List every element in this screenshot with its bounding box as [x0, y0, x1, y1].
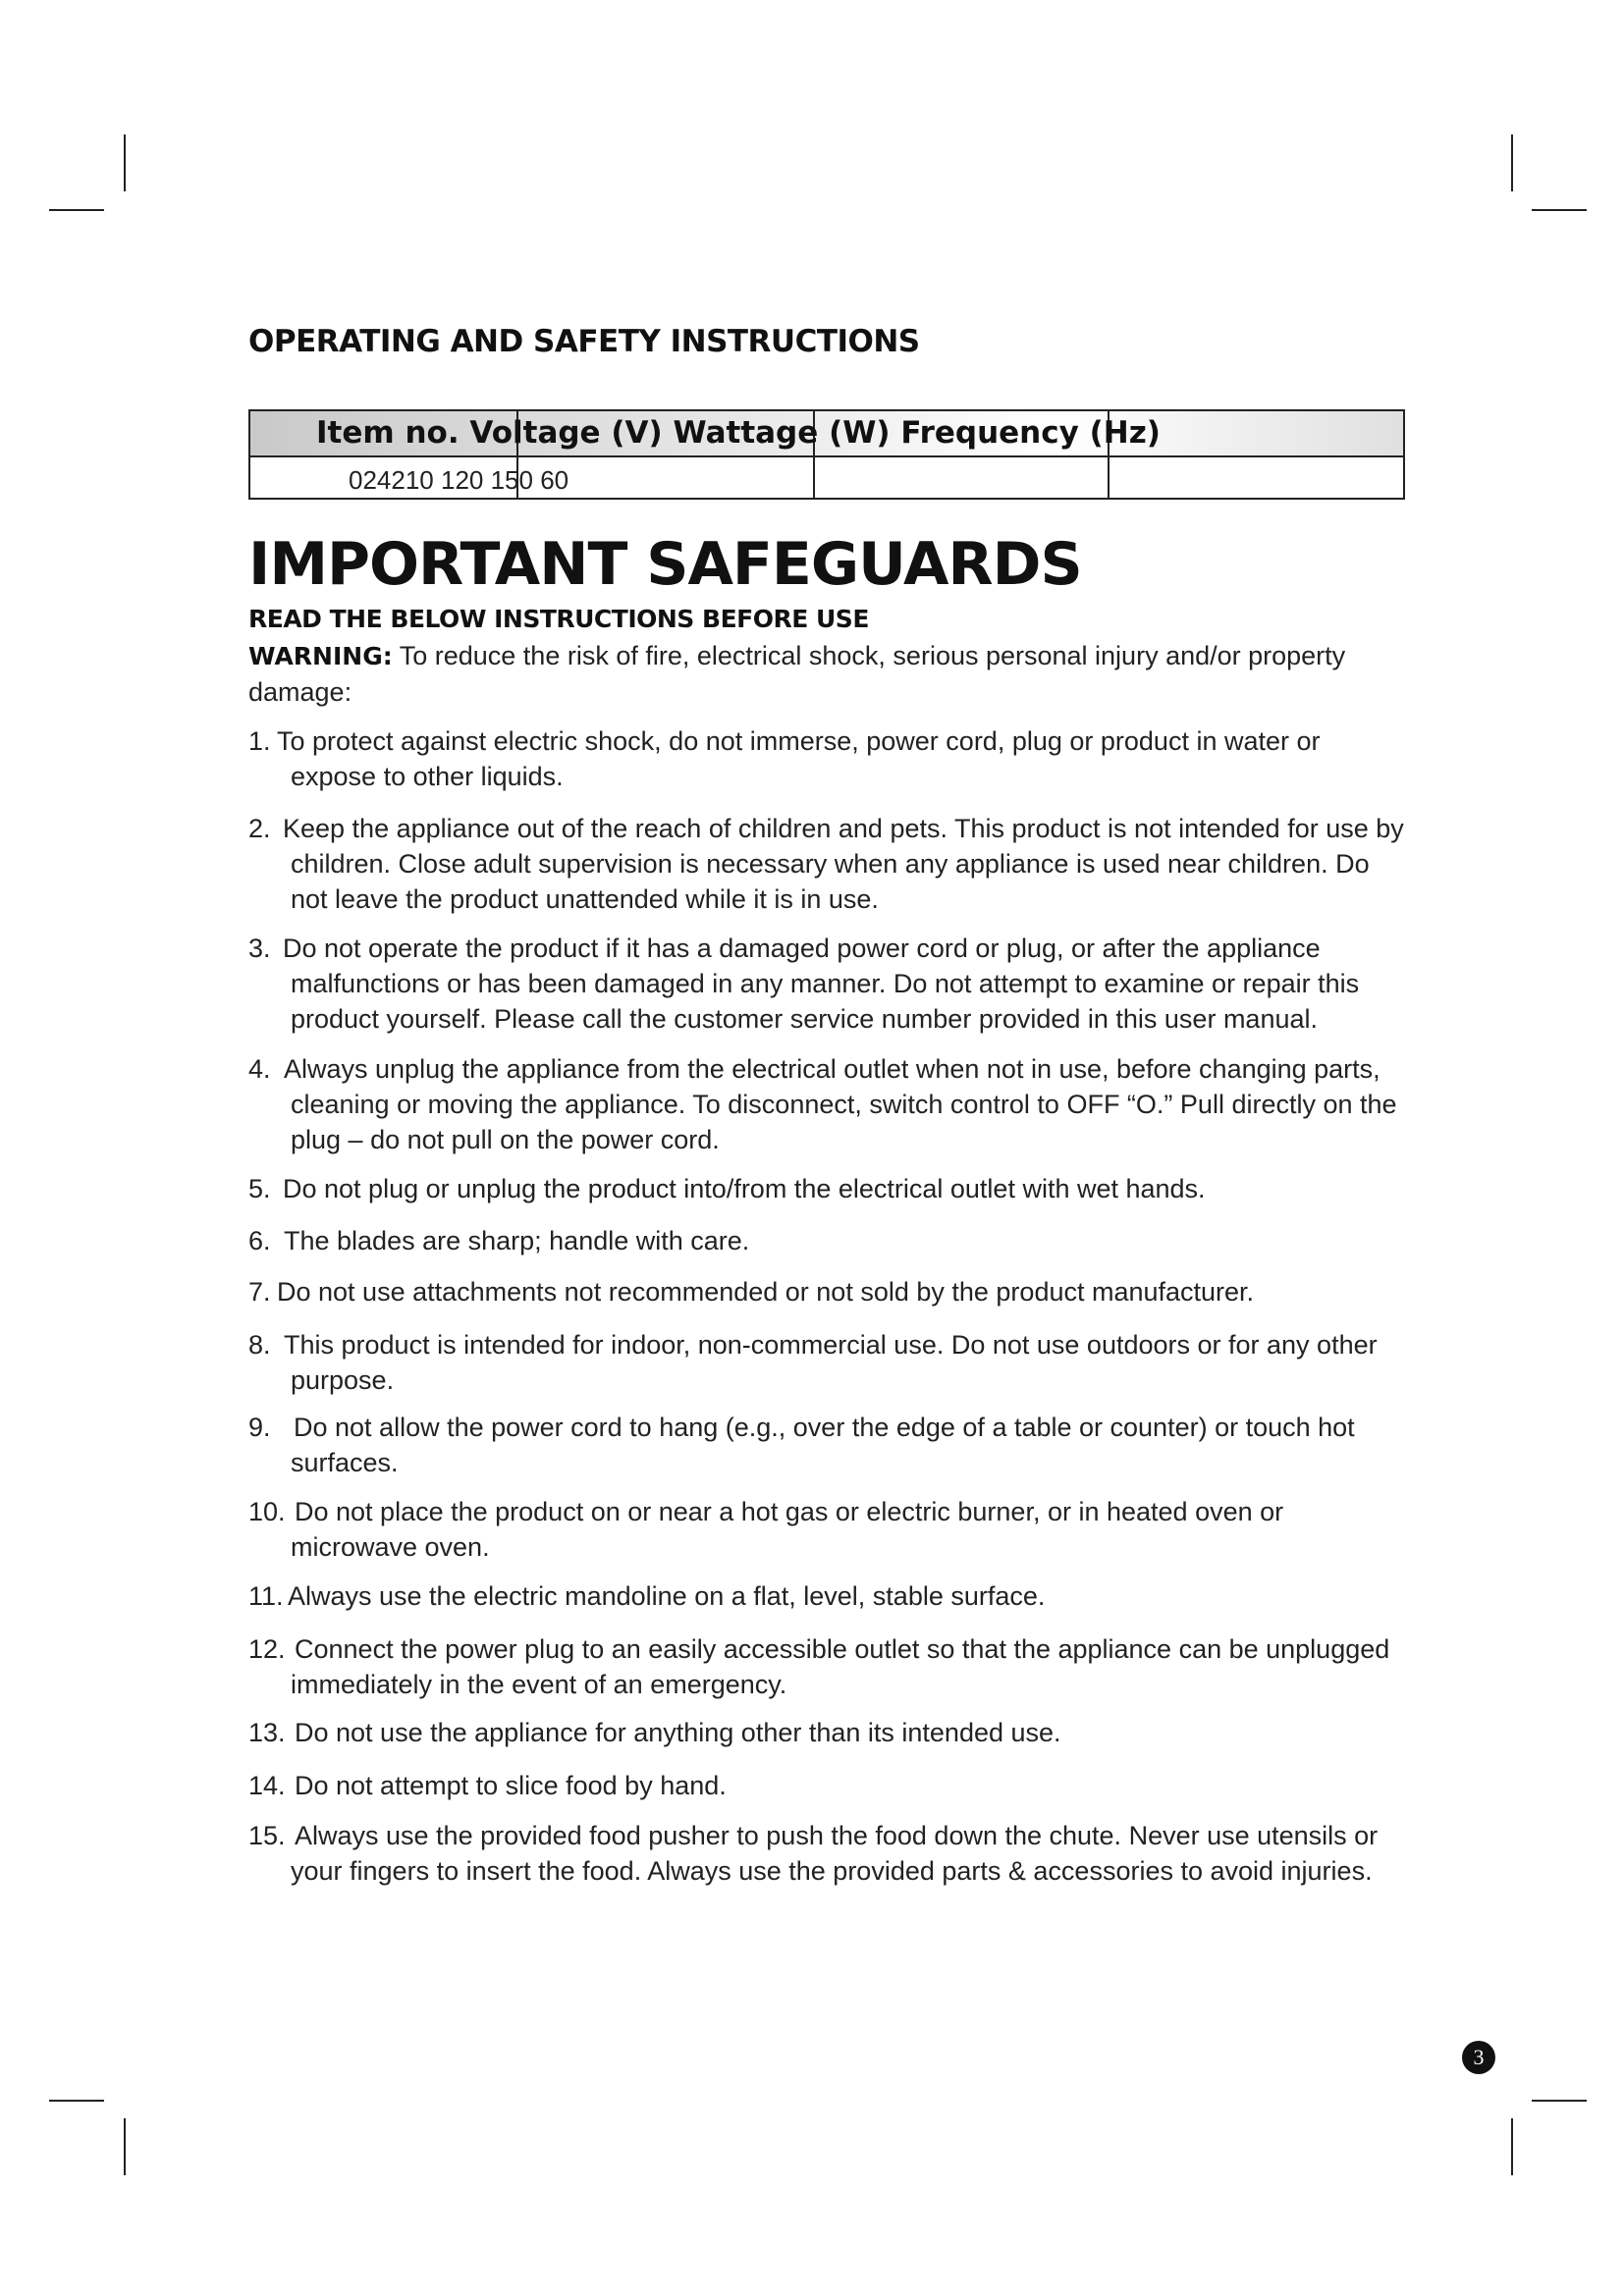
list-item [248, 1327, 1407, 1398]
section-title: OPERATING AND SAFETY INSTRUCTIONS [248, 324, 920, 359]
crop-mark [124, 134, 126, 191]
list-item-text: Connect the power plug to an easily accessible outlet so that the appliance can be unplugged immediately in the event of an emergency. [291, 1634, 1390, 1699]
page-title: IMPORTANT SAFEGUARDS [248, 530, 1082, 599]
list-item [248, 1818, 1407, 1889]
warning-paragraph [248, 638, 1407, 710]
spec-table [248, 409, 1405, 500]
crop-mark [49, 209, 104, 211]
list-item-number: 12. [248, 1634, 286, 1664]
list-item [248, 1051, 1407, 1157]
list-item [248, 1171, 1407, 1206]
list-item-text: Do not use the appliance for anything other than its intended use. [295, 1718, 1061, 1747]
warning-text: To reduce the risk of fire, electrical shock, serious personal injury and/or property damage: [248, 641, 1346, 707]
list-item-number: 9. [248, 1413, 271, 1442]
list-item [248, 1715, 1407, 1750]
list-item [248, 1274, 1407, 1309]
list-item-number: 8. [248, 1330, 271, 1360]
list-item-number: 11. [248, 1581, 284, 1611]
list-item-number: 13. [248, 1718, 286, 1747]
list-item [248, 1223, 1407, 1258]
spec-table-header-text: Item no. Voltage (V) Wattage (W) Frequency (Hz) [316, 415, 1161, 451]
list-item-text: Do not allow the power cord to hang (e.g., over the edge of a table or counter) or touch hot surfaces. [291, 1413, 1355, 1477]
list-item-number: 3. [248, 934, 271, 963]
list-item-text: Do not use attachments not recommended or not sold by the product manufacturer. [277, 1277, 1255, 1307]
list-item-text: Always use the provided food pusher to push the food down the chute. Never use utensils or your fingers to insert the food. Always use the provided parts & accessories to avoid injuries. [291, 1821, 1379, 1886]
list-item-text: Do not operate the product if it has a damaged power cord or plug, or after the appliance malfunctions or has been damaged in any manner. Do not attempt to examine or repair this product yourself. Please call the customer service number provided in this user manual. [283, 934, 1360, 1034]
list-item-text: Do not plug or unplug the product into/from the electrical outlet with wet hands. [283, 1174, 1206, 1203]
list-item-text: To protect against electric shock, do not immerse, power cord, plug or product in water or expose to other liquids. [277, 726, 1321, 791]
crop-mark [1511, 2118, 1513, 2175]
crop-mark [124, 2118, 126, 2175]
list-item [248, 1578, 1407, 1614]
list-item-text: Always use the electric mandoline on a flat, level, stable surface. [288, 1581, 1046, 1611]
list-item-text: Do not attempt to slice food by hand. [295, 1771, 727, 1800]
list-item [248, 1494, 1407, 1565]
list-item-number: 1. [248, 726, 271, 756]
list-item-number: 6. [248, 1226, 271, 1255]
list-item-number: 7. [248, 1277, 271, 1307]
crop-mark [49, 2100, 104, 2102]
list-item-text: Do not place the product on or near a hot gas or electric burner, or in heated oven or microwave oven. [291, 1497, 1284, 1562]
list-item [248, 1410, 1407, 1480]
list-item [248, 931, 1407, 1037]
subtitle: READ THE BELOW INSTRUCTIONS BEFORE USE [248, 605, 869, 633]
list-item-number: 2. [248, 814, 271, 843]
list-item [248, 1768, 1407, 1803]
list-item-text: The blades are sharp; handle with care. [284, 1226, 750, 1255]
list-item-number: 15. [248, 1821, 286, 1850]
list-item-number: 4. [248, 1054, 271, 1084]
spec-table-row: 024210 120 150 60 [349, 465, 569, 495]
crop-mark [1532, 209, 1587, 211]
list-item-number: 10. [248, 1497, 286, 1526]
crop-mark [1511, 134, 1513, 191]
list-item-number: 5. [248, 1174, 271, 1203]
crop-mark [1532, 2100, 1587, 2102]
list-item-text: Keep the appliance out of the reach of children and pets. This product is not intended for use by children. Close adult supervision is necessary when any appliance is used near children. Do not leave the product unattended while it is in use. [283, 814, 1404, 914]
list-item [248, 811, 1407, 917]
list-item-number: 14. [248, 1771, 286, 1800]
list-item [248, 723, 1407, 794]
list-item-text: This product is intended for indoor, non-commercial use. Do not use outdoors or for any other purpose. [284, 1330, 1378, 1395]
list-item [248, 1631, 1407, 1702]
page-number-badge: 3 [1462, 2041, 1495, 2074]
list-item-text: Always unplug the appliance from the electrical outlet when not in use, before changing parts, cleaning or moving the appliance. To disconnect, switch control to OFF “O.” Pull directly on the plug – do not pull on the power cord. [284, 1054, 1397, 1154]
warning-label: WARNING: [248, 642, 393, 670]
